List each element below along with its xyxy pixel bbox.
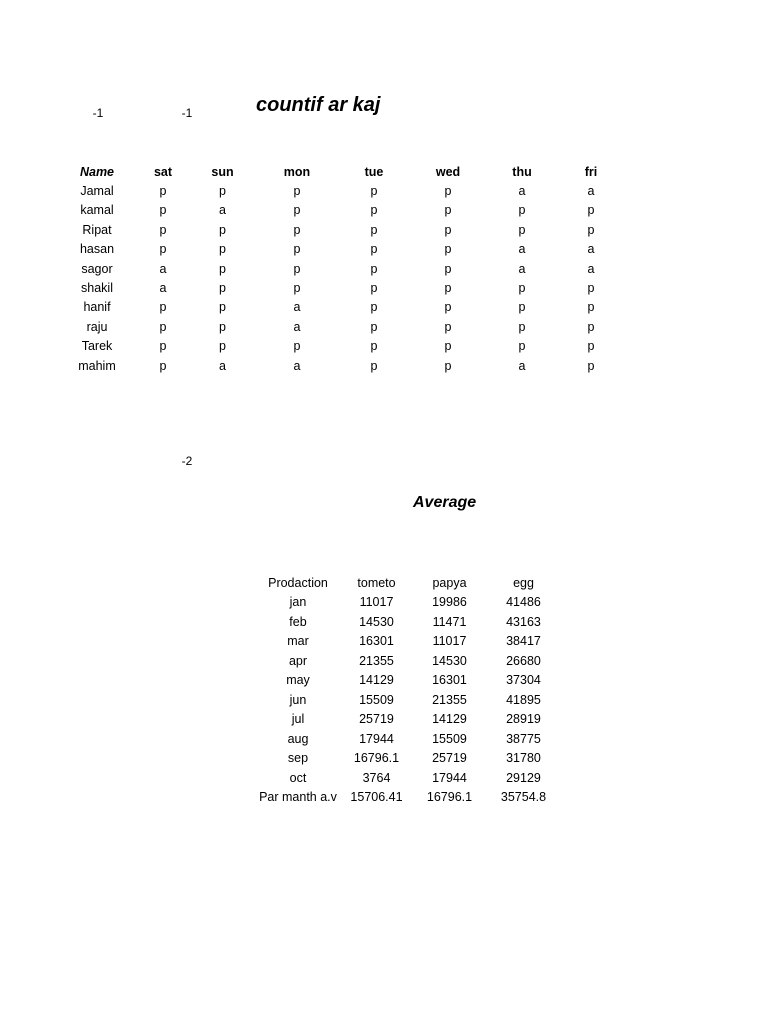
- production-month-cell: feb: [289, 614, 307, 629]
- attendance-status-cell: p: [518, 339, 526, 354]
- production-header-row: [254, 573, 559, 593]
- attendance-status-cell: p: [444, 300, 452, 315]
- attendance-row: [64, 220, 631, 239]
- attendance-status-cell: p: [293, 203, 301, 218]
- production-value-cell: 11017: [432, 634, 467, 649]
- attendance-body: [64, 181, 631, 375]
- attendance-header-cell: fri: [584, 164, 598, 179]
- attendance-row: [64, 317, 631, 336]
- attendance-status-cell: p: [293, 242, 301, 257]
- production-month-cell: jun: [289, 692, 307, 707]
- production-table: [254, 573, 559, 807]
- attendance-name-cell: mahim: [78, 358, 116, 373]
- production-value-cell: 14530: [359, 614, 394, 629]
- attendance-status-cell: p: [159, 358, 167, 373]
- production-value-cell: 11471: [432, 614, 467, 629]
- production-value-cell: 14530: [432, 653, 467, 668]
- production-value-cell: 28919: [506, 712, 541, 727]
- production-header-cell: tometo: [357, 575, 396, 590]
- attendance-status-cell: p: [587, 203, 595, 218]
- attendance-status-cell: a: [587, 261, 595, 276]
- attendance-status-cell: a: [518, 184, 526, 199]
- production-row: [254, 710, 559, 730]
- production-header-cell: Prodaction: [268, 575, 328, 590]
- attendance-status-cell: p: [159, 339, 167, 354]
- production-value-cell: 26680: [506, 653, 541, 668]
- production-month-cell: mar: [287, 634, 309, 649]
- production-row: [254, 788, 559, 808]
- attendance-status-cell: p: [219, 261, 226, 276]
- attendance-status-cell: p: [444, 319, 452, 334]
- attendance-status-cell: p: [293, 261, 301, 276]
- attendance-row: [64, 201, 631, 220]
- attendance-name-cell: Ripat: [82, 222, 112, 237]
- production-value-cell: 43163: [506, 614, 541, 629]
- section1-marker-a: -1: [92, 106, 104, 120]
- production-value-cell: 19986: [432, 595, 467, 610]
- attendance-name-cell: shakil: [81, 281, 113, 296]
- attendance-status-cell: p: [444, 358, 452, 373]
- attendance-status-cell: p: [370, 300, 378, 315]
- attendance-status-cell: p: [159, 242, 167, 257]
- attendance-status-cell: p: [518, 203, 526, 218]
- production-value-cell: 15509: [359, 692, 394, 707]
- production-value-cell: 38417: [506, 634, 541, 649]
- attendance-status-cell: a: [219, 203, 226, 218]
- production-month-cell: may: [286, 673, 310, 688]
- production-value-cell: 15509: [432, 731, 467, 746]
- production-value-cell: 21355: [432, 692, 467, 707]
- attendance-status-cell: p: [518, 281, 526, 296]
- attendance-name-cell: sagor: [81, 261, 113, 276]
- attendance-status-cell: p: [370, 319, 378, 334]
- production-month-cell: jan: [289, 595, 307, 610]
- production-value-cell: 14129: [432, 712, 467, 727]
- production-row: [254, 690, 559, 710]
- attendance-status-cell: a: [293, 358, 301, 373]
- production-month-cell: Par manth a.v: [259, 790, 337, 805]
- attendance-status-cell: p: [219, 300, 226, 315]
- attendance-status-cell: p: [159, 319, 167, 334]
- attendance-name-cell: Jamal: [80, 184, 114, 199]
- attendance-status-cell: p: [159, 222, 167, 237]
- section2-title: Average: [413, 494, 477, 511]
- attendance-name-cell: Tarek: [81, 339, 113, 354]
- attendance-name-cell: kamal: [80, 203, 114, 218]
- attendance-status-cell: a: [159, 281, 167, 296]
- attendance-row: [64, 337, 631, 356]
- attendance-status-cell: a: [518, 242, 526, 257]
- production-row: [254, 612, 559, 632]
- attendance-status-cell: p: [370, 242, 378, 257]
- production-row: [254, 651, 559, 671]
- attendance-status-cell: a: [587, 184, 595, 199]
- production-value-cell: 17944: [432, 770, 467, 785]
- attendance-header-cell: thu: [512, 164, 532, 179]
- production-header-cell: egg: [513, 575, 534, 590]
- production-row: [254, 749, 559, 769]
- production-month-cell: aug: [287, 731, 309, 746]
- attendance-status-cell: p: [444, 203, 452, 218]
- production-value-cell: 3764: [362, 770, 391, 785]
- production-value-cell: 38775: [506, 731, 541, 746]
- production-value-cell: 16796.1: [426, 790, 473, 805]
- attendance-status-cell: p: [293, 281, 301, 296]
- attendance-status-cell: p: [518, 300, 526, 315]
- production-value-cell: 37304: [506, 673, 541, 688]
- production-value-cell: 35754.8: [500, 790, 547, 805]
- attendance-status-cell: p: [444, 339, 452, 354]
- attendance-row: [64, 240, 631, 259]
- production-row: [254, 593, 559, 613]
- attendance-status-cell: p: [444, 281, 452, 296]
- attendance-status-cell: p: [587, 358, 595, 373]
- attendance-row: [64, 278, 631, 297]
- production-month-cell: jul: [291, 712, 305, 727]
- attendance-status-cell: p: [293, 222, 301, 237]
- production-value-cell: 41486: [506, 595, 541, 610]
- attendance-status-cell: p: [370, 222, 378, 237]
- attendance-status-cell: p: [370, 261, 378, 276]
- attendance-status-cell: p: [518, 319, 526, 334]
- attendance-table: [64, 162, 631, 375]
- attendance-status-cell: a: [159, 261, 167, 276]
- production-value-cell: 16796.1: [353, 751, 400, 766]
- attendance-row: [64, 259, 631, 278]
- production-value-cell: 25719: [359, 712, 394, 727]
- attendance-status-cell: p: [219, 242, 226, 257]
- attendance-header-cell: wed: [435, 164, 461, 179]
- production-body: [254, 593, 559, 808]
- attendance-row: [64, 298, 631, 317]
- production-value-cell: 17944: [359, 731, 394, 746]
- attendance-status-cell: p: [159, 203, 167, 218]
- attendance-status-cell: a: [587, 242, 595, 257]
- attendance-status-cell: p: [370, 358, 378, 373]
- section1-marker-b: -1: [181, 106, 193, 120]
- production-value-cell: 16301: [359, 634, 394, 649]
- attendance-status-cell: a: [293, 319, 301, 334]
- attendance-status-cell: p: [293, 339, 301, 354]
- production-header-cell: papya: [432, 575, 467, 590]
- production-value-cell: 11017: [359, 595, 394, 610]
- attendance-status-cell: p: [587, 222, 595, 237]
- attendance-status-cell: p: [444, 184, 452, 199]
- attendance-status-cell: p: [587, 339, 595, 354]
- attendance-name-cell: raju: [86, 319, 108, 334]
- attendance-status-cell: a: [219, 358, 226, 373]
- production-value-cell: 31780: [506, 751, 541, 766]
- attendance-name-cell: hasan: [79, 242, 115, 257]
- attendance-status-cell: p: [370, 184, 378, 199]
- attendance-status-cell: a: [518, 358, 526, 373]
- attendance-header-cell: sat: [153, 164, 173, 179]
- production-month-cell: apr: [288, 653, 308, 668]
- section1-title: countif ar kaj: [256, 94, 381, 116]
- attendance-status-cell: p: [219, 281, 226, 296]
- attendance-status-cell: p: [219, 184, 226, 199]
- attendance-name-cell: hanif: [83, 300, 111, 315]
- production-row: [254, 671, 559, 691]
- production-row: [254, 632, 559, 652]
- attendance-status-cell: p: [159, 300, 167, 315]
- production-month-cell: oct: [289, 770, 307, 785]
- attendance-status-cell: p: [444, 222, 452, 237]
- attendance-status-cell: p: [159, 184, 167, 199]
- attendance-header-cell: sun: [211, 164, 234, 179]
- attendance-status-cell: a: [293, 300, 301, 315]
- attendance-status-cell: p: [444, 261, 452, 276]
- production-row: [254, 768, 559, 788]
- attendance-status-cell: a: [518, 261, 526, 276]
- attendance-status-cell: p: [219, 339, 226, 354]
- production-value-cell: 41895: [506, 692, 541, 707]
- attendance-header-cell: Name: [79, 164, 115, 179]
- section2-marker: -2: [181, 454, 193, 468]
- production-value-cell: 25719: [432, 751, 467, 766]
- attendance-status-cell: p: [518, 222, 526, 237]
- attendance-status-cell: p: [370, 281, 378, 296]
- attendance-status-cell: p: [219, 319, 226, 334]
- attendance-status-cell: p: [370, 339, 378, 354]
- production-value-cell: 15706.41: [350, 790, 403, 805]
- production-row: [254, 729, 559, 749]
- attendance-row: [64, 181, 631, 200]
- attendance-row: [64, 356, 631, 375]
- attendance-status-cell: p: [293, 184, 301, 199]
- attendance-status-cell: p: [587, 281, 595, 296]
- attendance-status-cell: p: [587, 300, 595, 315]
- attendance-status-cell: p: [219, 222, 226, 237]
- attendance-header-row: [64, 162, 631, 181]
- attendance-status-cell: p: [444, 242, 452, 257]
- attendance-status-cell: p: [587, 319, 595, 334]
- attendance-status-cell: p: [370, 203, 378, 218]
- production-value-cell: 14129: [359, 673, 394, 688]
- production-value-cell: 29129: [506, 770, 541, 785]
- production-value-cell: 16301: [432, 673, 467, 688]
- production-value-cell: 21355: [359, 653, 394, 668]
- attendance-header-cell: tue: [364, 164, 384, 179]
- attendance-header-cell: mon: [283, 164, 311, 179]
- production-month-cell: sep: [287, 751, 309, 766]
